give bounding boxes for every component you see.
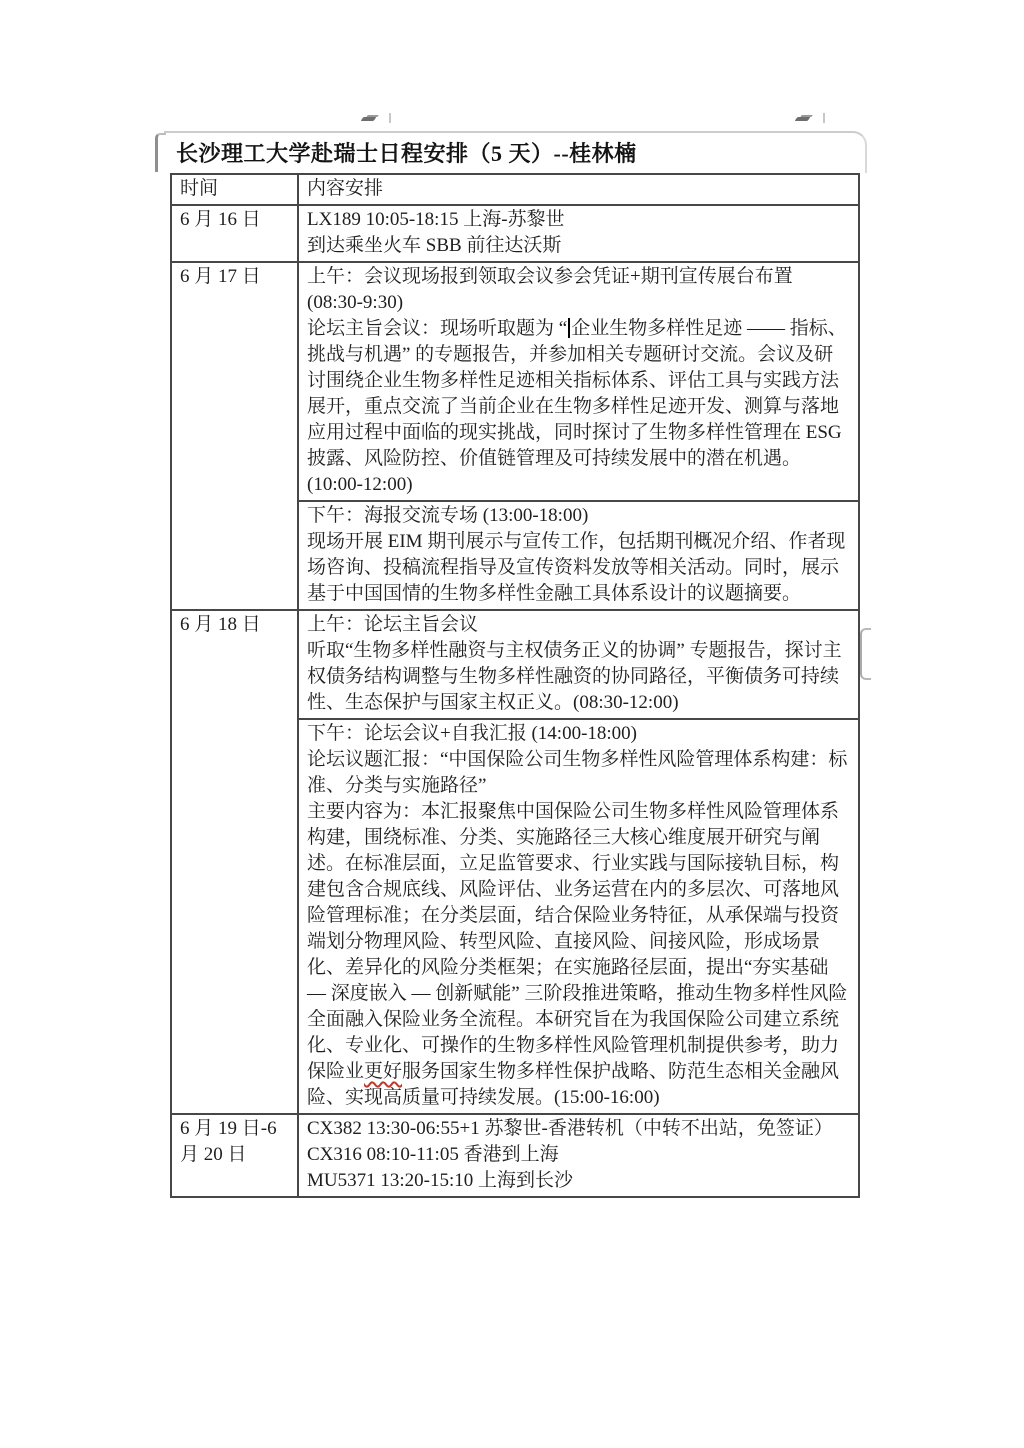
- session-paragraph: [307, 316, 850, 498]
- flight-line: CX382 13:30-06:55+1 苏黎世-香港转机（中转不出站，免签证）: [307, 1118, 833, 1139]
- title-left-bracket: [155, 133, 166, 172]
- header-time[interactable]: 时间: [171, 174, 298, 205]
- date-cell[interactable]: 6 月 18 日: [171, 610, 298, 1114]
- train-line: 到达乘坐火车 SBB 前往达沃斯: [307, 235, 562, 256]
- content-cell[interactable]: [298, 205, 859, 262]
- body-text: 主要内容为：本汇报聚焦中国保险公司生物多样性风险管理体系构建，围绕标准、分类、实施路径三大核心维度展开研究与阐述。在标准层面，立足监管要求、行业实践与国际接轨目标，构建包含合规底线、风险评估、业务运营在内的多层次、可落地风险管理标准；在分类层面，结合保险业务特征，从承保端与投资端划分物理风险、转型风险、直接风险、间接风险，形成场景化、差异化的风险分类框架；在实施路径层面，提出“夯实基础 — 深度嵌入 — 创新赋能” 三阶段推进策略，推动生物多样性风险全面融入保险业务全流程。本研究旨在为我国保险公司建立系统化、专业化、可操作的生物多样性风险管理机制提供参考，助力保险业: [307, 801, 848, 1082]
- content-cell[interactable]: [298, 262, 859, 501]
- date-cell[interactable]: 6 月 17 日: [171, 262, 298, 610]
- content-cell[interactable]: [298, 610, 859, 719]
- page-title[interactable]: 长沙理工大学赴瑞士日程安排（5 天）--桂林楠: [176, 141, 637, 166]
- session-heading: 下午：论坛会议+自我汇报 (14:00-18:00): [307, 723, 638, 744]
- content-cell[interactable]: [298, 719, 859, 1114]
- session-paragraph: 现场开展 EIM 期刊展示与宣传工作，包括期刊概况介绍、作者现场咨询、投稿流程指导及宣传资料发放等相关活动。同时，展示基于中国国情的生物多样性金融工具体系设计的议题摘要。: [307, 531, 846, 604]
- flight-line: MU5371 13:20-15:10 上海到长沙: [307, 1170, 574, 1191]
- session-heading: 上午：论坛主旨会议: [307, 614, 479, 635]
- text-after-cursor: 企业生物多样性足迹 —— 指标、挑战与机遇” 的专题报告，并参加相关专题研讨交流。会议及研讨围绕企业生物多样性足迹相关指标体系、评估工具与实践方法展开，重点交流了当前企业在生物多样性足迹开发、测算与落地应用过程中面临的现实挑战，同时探讨了生物多样性管理在 ESG 披露、风险防控、价值链管理及可持续发展中的潜在机遇。(10:00-12:00): [307, 318, 847, 495]
- session-paragraph: 听取“生物多样性融资与主权债务正义的协调” 专题报告，探讨主权债务结构调整与生物多样性融资的协同路径，平衡债务可持续性、生态保护与国家主权正义。(08:30-12:00): [307, 640, 842, 713]
- flight-line: LX189 10:05-18:15 上海-苏黎世: [307, 209, 565, 230]
- session-topic: 论坛议题汇报：“中国保险公司生物多样性风险管理体系构建：标准、分类与实施路径”: [307, 749, 848, 796]
- text-before-cursor: 论坛主旨会议：现场听取题为 “: [307, 318, 568, 339]
- spellcheck-flagged-text: 更好: [364, 1061, 403, 1082]
- session-heading: 上午：会议现场报到领取会议参会凭证+期刊宣传展台布置 (08:30-9:30): [307, 266, 793, 313]
- session-paragraph: [307, 799, 850, 1111]
- table-row-jun19-20: [171, 1114, 859, 1197]
- header-content[interactable]: 内容安排: [298, 174, 859, 205]
- date-cell[interactable]: 6 月 19 日-6 月 20 日: [171, 1114, 298, 1197]
- table-header-row: [171, 174, 859, 205]
- selection-handle[interactable]: [860, 628, 871, 680]
- content-cell[interactable]: [298, 1114, 859, 1197]
- session-heading: 下午：海报交流专场 (13:00-18:00): [307, 505, 589, 526]
- page-artifact-icon: [796, 117, 809, 121]
- content-cell[interactable]: [298, 501, 859, 610]
- body-text: 服务国家生物多样性保护战略、防范生态相关金融风险、实现高质量可持续发展。(15:00-16:00): [307, 1061, 840, 1108]
- schedule-table: [170, 173, 860, 1198]
- table-row-jun17-morning: [171, 262, 859, 501]
- table-row-jun16: [171, 205, 859, 262]
- text-cursor: [568, 318, 570, 338]
- date-cell[interactable]: 6 月 16 日: [171, 205, 298, 262]
- flight-line: CX316 08:10-11:05 香港到上海: [307, 1144, 559, 1165]
- page-artifact-icon: [362, 117, 375, 121]
- table-row-jun18-morning: [171, 610, 859, 719]
